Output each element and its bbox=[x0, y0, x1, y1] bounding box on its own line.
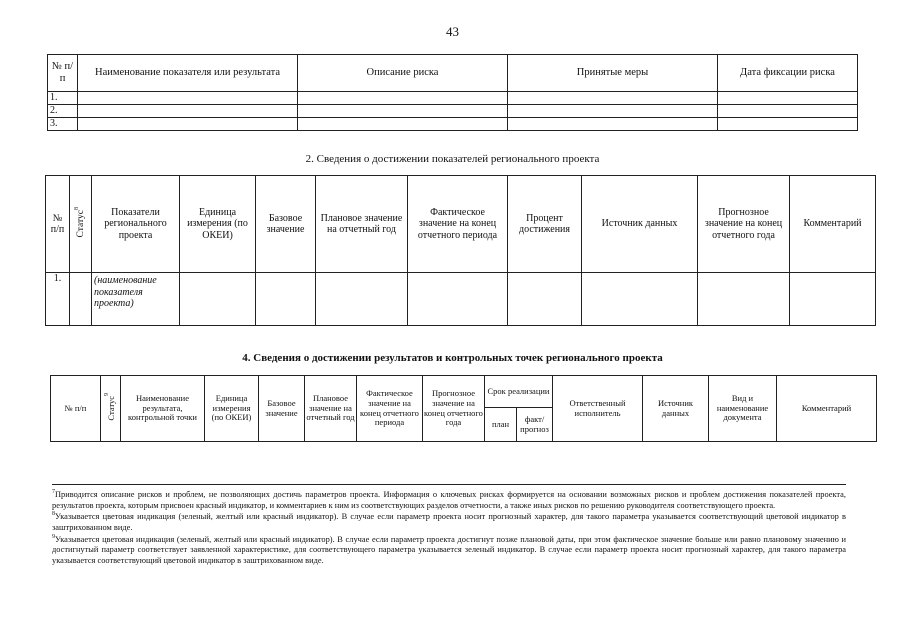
column-header: Плановое значение на отчетный год bbox=[316, 176, 408, 273]
indicator-name-cell: (наименование показателя проекта) bbox=[92, 273, 180, 326]
column-header: Описание риска bbox=[298, 55, 508, 92]
table-header-row bbox=[48, 55, 858, 92]
column-header: Наименование результата, контрольной точки bbox=[121, 376, 205, 442]
row-number: 1. bbox=[48, 92, 78, 105]
column-header: Единица измерения (по ОКЕИ) bbox=[205, 376, 259, 442]
column-header: Ответственный исполнитель bbox=[553, 376, 643, 442]
column-header: Процент достижения bbox=[508, 176, 582, 273]
column-header: Источник данных bbox=[582, 176, 698, 273]
results-table bbox=[50, 375, 877, 442]
column-header: Комментарий bbox=[777, 376, 877, 442]
footnote: $^7$Приводится описание рисков и проблем, не позволяющих достичь параметров проекта. Информация о ключевых рисках формируется на основании возможных рисков и проблем достижения показателей проекта, результатов проекта, которым присвоен красный индикатор, и комментариев к ним из соответствующих разделов отчетности, а также иных рисков по решению руководителя соответствующего проекта. bbox=[52, 489, 846, 510]
table-header-row bbox=[46, 176, 876, 273]
table-row bbox=[48, 92, 858, 105]
column-header: Наименование показателя или результата bbox=[78, 55, 298, 92]
column-header: Плановое значение на отчетный год bbox=[305, 376, 357, 442]
column-header: план bbox=[485, 408, 517, 442]
footnote-divider bbox=[52, 484, 846, 485]
column-header: Вид и наименование документа bbox=[709, 376, 777, 442]
row-number: 3. bbox=[48, 118, 78, 131]
footnotes bbox=[52, 489, 846, 567]
page-number: 43 bbox=[446, 24, 459, 39]
column-header: Прогнозное значение на конец отчетного года bbox=[423, 376, 485, 442]
table-header-row bbox=[51, 376, 877, 408]
table-row bbox=[48, 118, 858, 131]
column-header: № п/п bbox=[51, 376, 101, 442]
column-header: Базовое значение bbox=[256, 176, 316, 273]
risks-table bbox=[47, 54, 858, 131]
indicators-table bbox=[45, 175, 876, 326]
section-title: 2. Сведения о достижении показателей регионального проекта bbox=[305, 153, 600, 165]
table-row bbox=[48, 105, 858, 118]
section-title: 4. Сведения о достижении результатов и контрольных точек регионального проекта bbox=[242, 352, 663, 364]
table-row bbox=[46, 273, 876, 326]
footnote: $^8$Указывается цветовая индикация (зеленый, желтый или красный индикатор). В случае если параметр проекта носит прогнозный характер, для такого параметра указывается соответствующий цветовой индикатор в заштрихованном виде. bbox=[52, 511, 846, 532]
column-header: Единица измерения (по ОКЕИ) bbox=[180, 176, 256, 273]
column-header: Дата фиксации риска bbox=[718, 55, 858, 92]
column-header: Комментарий bbox=[790, 176, 876, 273]
column-header: Показатели регионального проекта bbox=[92, 176, 180, 273]
column-header: Фактическое значение на конец отчетного периода bbox=[357, 376, 423, 442]
footnote: $^9$Указывается цветовая индикация (зеленый, желтый или красный индикатор). В случае если параметр проекта достигнут позже плановой даты, при этом фактическое значение больше или равно плановому значению и достигнутый параметр соответствует заявленной характеристике, для соответствующего параметра указывается зеленый индикатор. В случае если параметр проекта носит прогнозный характер, для такого параметра указывается соответствующий цветовой индикатор в заштрихованном виде. bbox=[52, 533, 846, 565]
column-header: Прогнозное значение на конец отчетного года bbox=[698, 176, 790, 273]
row-number: 2. bbox=[48, 105, 78, 118]
column-header: № п/п bbox=[48, 55, 78, 92]
column-header: факт/ прогноз bbox=[517, 408, 553, 442]
row-number: 1. bbox=[46, 273, 70, 326]
status-header: Статус$^8$ bbox=[70, 176, 92, 273]
column-header: Источник данных bbox=[643, 376, 709, 442]
column-header: Базовое значение bbox=[259, 376, 305, 442]
column-header: Фактическое значение на конец отчетного периода bbox=[408, 176, 508, 273]
column-header: Срок реализации bbox=[485, 376, 553, 408]
column-header: Принятые меры bbox=[508, 55, 718, 92]
column-header: № п/п bbox=[46, 176, 70, 273]
status-header: Статус$^9$ bbox=[101, 376, 121, 442]
